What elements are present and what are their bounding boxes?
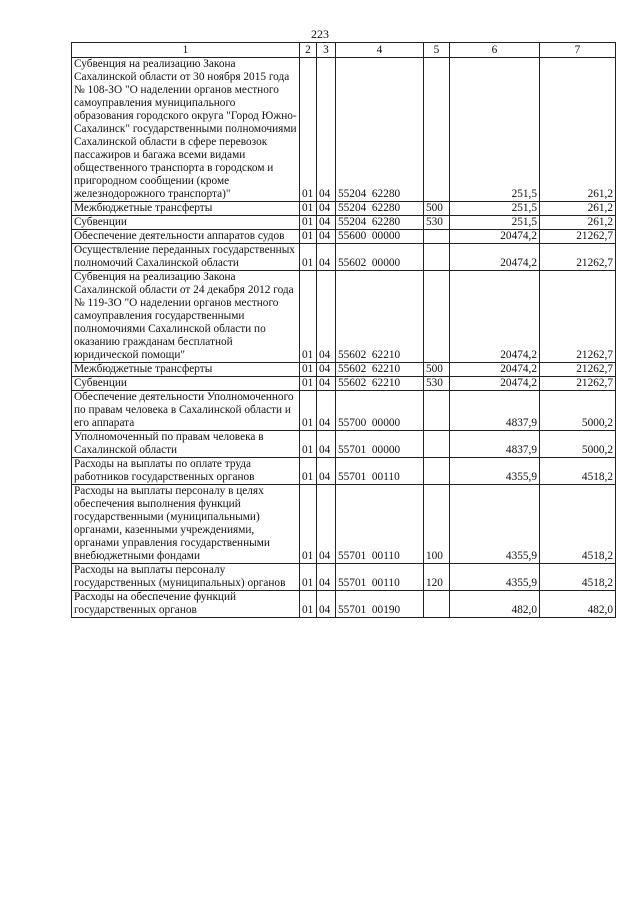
row-subsection: 04: [317, 485, 336, 564]
row-target-item: 55701 00190: [336, 591, 424, 618]
row-target-item: 55700 00000: [336, 391, 424, 431]
row-name: Расходы на выплаты персоналу в целях обеспечения выполнения функций государственными (муниципальными) органами, казенными учреждениями, органами управления государственными внебюджетными фондами: [72, 485, 300, 564]
row-target-item: 55600 00000: [336, 230, 424, 244]
row-expense-type: [424, 271, 450, 363]
row-amount-year-1: 4355,9: [450, 485, 540, 564]
row-amount-year-1: 4837,9: [450, 431, 540, 458]
row-amount-year-2: 4518,2: [540, 458, 616, 485]
header-row: [72, 43, 616, 58]
row-amount-year-1: 20474,2: [450, 271, 540, 363]
row-target-item: 55602 00000: [336, 244, 424, 271]
row-amount-year-2: 21262,7: [540, 244, 616, 271]
row-name: Субвенции: [72, 377, 300, 391]
row-amount-year-2: 261,2: [540, 202, 616, 216]
row-subsection: 04: [317, 591, 336, 618]
row-subsection: 04: [317, 431, 336, 458]
row-expense-type: [424, 431, 450, 458]
row-expense-type: [424, 58, 450, 202]
table-row: [72, 391, 616, 431]
table-row: [72, 564, 616, 591]
row-subsection: 04: [317, 216, 336, 230]
row-target-item: 55701 00000: [336, 431, 424, 458]
row-expense-type: [424, 458, 450, 485]
row-section: 01: [300, 431, 317, 458]
row-amount-year-1: 20474,2: [450, 230, 540, 244]
header-col-year-1: 6: [450, 43, 540, 58]
row-section: 01: [300, 271, 317, 363]
row-subsection: 04: [317, 391, 336, 431]
header-col-target-item: 4: [336, 43, 424, 58]
row-expense-type: 530: [424, 216, 450, 230]
row-expense-type: [424, 391, 450, 431]
row-amount-year-1: 20474,2: [450, 363, 540, 377]
header-col-expense-type: 5: [424, 43, 450, 58]
table-row: [72, 244, 616, 271]
row-section: 01: [300, 216, 317, 230]
row-amount-year-2: 261,2: [540, 58, 616, 202]
table-row: [72, 377, 616, 391]
row-name: Обеспечение деятельности Уполномоченного по правам человека в Сахалинской области и его аппарата: [72, 391, 300, 431]
budget-table: [71, 42, 616, 618]
header-col-section: 2: [300, 43, 317, 58]
row-subsection: 04: [317, 202, 336, 216]
row-name: Осуществление переданных государственных полномочий Сахалинской области: [72, 244, 300, 271]
row-target-item: 55701 00110: [336, 564, 424, 591]
table-row: [72, 431, 616, 458]
row-subsection: 04: [317, 377, 336, 391]
row-section: 01: [300, 458, 317, 485]
row-target-item: 55701 00110: [336, 458, 424, 485]
row-amount-year-1: 251,5: [450, 216, 540, 230]
row-section: 01: [300, 391, 317, 431]
row-subsection: 04: [317, 230, 336, 244]
table-row: [72, 458, 616, 485]
table-row: [72, 58, 616, 202]
row-expense-type: 120: [424, 564, 450, 591]
row-expense-type: 100: [424, 485, 450, 564]
row-expense-type: 500: [424, 363, 450, 377]
table-row: [72, 485, 616, 564]
row-amount-year-1: 482,0: [450, 591, 540, 618]
row-target-item: 55204 62280: [336, 216, 424, 230]
row-section: 01: [300, 485, 317, 564]
row-name: Субвенция на реализацию Закона Сахалинской области от 24 декабря 2012 года № 119-ЗО "О наделении органов местного самоуправления государственными полномочиями Сахалинской области по оказанию гражданам бесплатной юридической помощи": [72, 271, 300, 363]
row-amount-year-2: 482,0: [540, 591, 616, 618]
row-section: 01: [300, 591, 317, 618]
row-target-item: 55204 62280: [336, 202, 424, 216]
table-row: [72, 591, 616, 618]
row-name: Субвенция на реализацию Закона Сахалинской области от 30 ноября 2015 года № 108-ЗО "О наделении органов местного самоуправления муниципального образования городского округа "Город Южно-Сахалинск" государственными полномочиями Сахалинской области в сфере перевозок пассажиров и багажа всеми видами общественного транспорта в городском и пригородном сообщении (кроме железнодорожного транспорта)": [72, 58, 300, 202]
row-expense-type: [424, 244, 450, 271]
row-expense-type: [424, 230, 450, 244]
row-section: 01: [300, 377, 317, 391]
table-row: [72, 363, 616, 377]
row-section: 01: [300, 202, 317, 216]
row-subsection: 04: [317, 363, 336, 377]
table-body: [72, 58, 616, 618]
row-subsection: 04: [317, 244, 336, 271]
page-number: 223: [311, 27, 329, 41]
row-section: 01: [300, 58, 317, 202]
row-amount-year-2: 21262,7: [540, 363, 616, 377]
row-amount-year-1: 4355,9: [450, 564, 540, 591]
row-amount-year-2: 5000,2: [540, 431, 616, 458]
row-target-item: 55701 00110: [336, 485, 424, 564]
row-name: Межбюджетные трансферты: [72, 202, 300, 216]
row-section: 01: [300, 363, 317, 377]
row-subsection: 04: [317, 458, 336, 485]
table-row: [72, 230, 616, 244]
row-amount-year-2: 4518,2: [540, 564, 616, 591]
row-target-item: 55602 62210: [336, 271, 424, 363]
row-amount-year-1: 4355,9: [450, 458, 540, 485]
row-name: Обеспечение деятельности аппаратов судов: [72, 230, 300, 244]
row-amount-year-2: 5000,2: [540, 391, 616, 431]
row-section: 01: [300, 564, 317, 591]
header-col-subsection: 3: [317, 43, 336, 58]
row-subsection: 04: [317, 58, 336, 202]
row-section: 01: [300, 244, 317, 271]
row-amount-year-1: 4837,9: [450, 391, 540, 431]
row-subsection: 04: [317, 564, 336, 591]
row-amount-year-2: 21262,7: [540, 271, 616, 363]
row-expense-type: 500: [424, 202, 450, 216]
row-amount-year-1: 251,5: [450, 58, 540, 202]
row-name: Расходы на выплаты по оплате труда работников государственных органов: [72, 458, 300, 485]
row-target-item: 55204 62280: [336, 58, 424, 202]
row-amount-year-2: 21262,7: [540, 230, 616, 244]
row-target-item: 55602 62210: [336, 363, 424, 377]
row-name: Расходы на обеспечение функций государственных органов: [72, 591, 300, 618]
row-name: Уполномоченный по правам человека в Сахалинской области: [72, 431, 300, 458]
row-name: Расходы на выплаты персоналу государственных (муниципальных) органов: [72, 564, 300, 591]
row-amount-year-2: 21262,7: [540, 377, 616, 391]
row-expense-type: 530: [424, 377, 450, 391]
header-col-name: 1: [72, 43, 300, 58]
table-row: [72, 216, 616, 230]
row-subsection: 04: [317, 271, 336, 363]
row-name: Субвенции: [72, 216, 300, 230]
table-row: [72, 202, 616, 216]
header-col-year-2: 7: [540, 43, 616, 58]
row-amount-year-2: 261,2: [540, 216, 616, 230]
row-target-item: 55602 62210: [336, 377, 424, 391]
row-amount-year-1: 20474,2: [450, 377, 540, 391]
row-expense-type: [424, 591, 450, 618]
table-row: [72, 271, 616, 363]
row-section: 01: [300, 230, 317, 244]
row-amount-year-1: 251,5: [450, 202, 540, 216]
row-name: Межбюджетные трансферты: [72, 363, 300, 377]
row-amount-year-2: 4518,2: [540, 485, 616, 564]
row-amount-year-1: 20474,2: [450, 244, 540, 271]
